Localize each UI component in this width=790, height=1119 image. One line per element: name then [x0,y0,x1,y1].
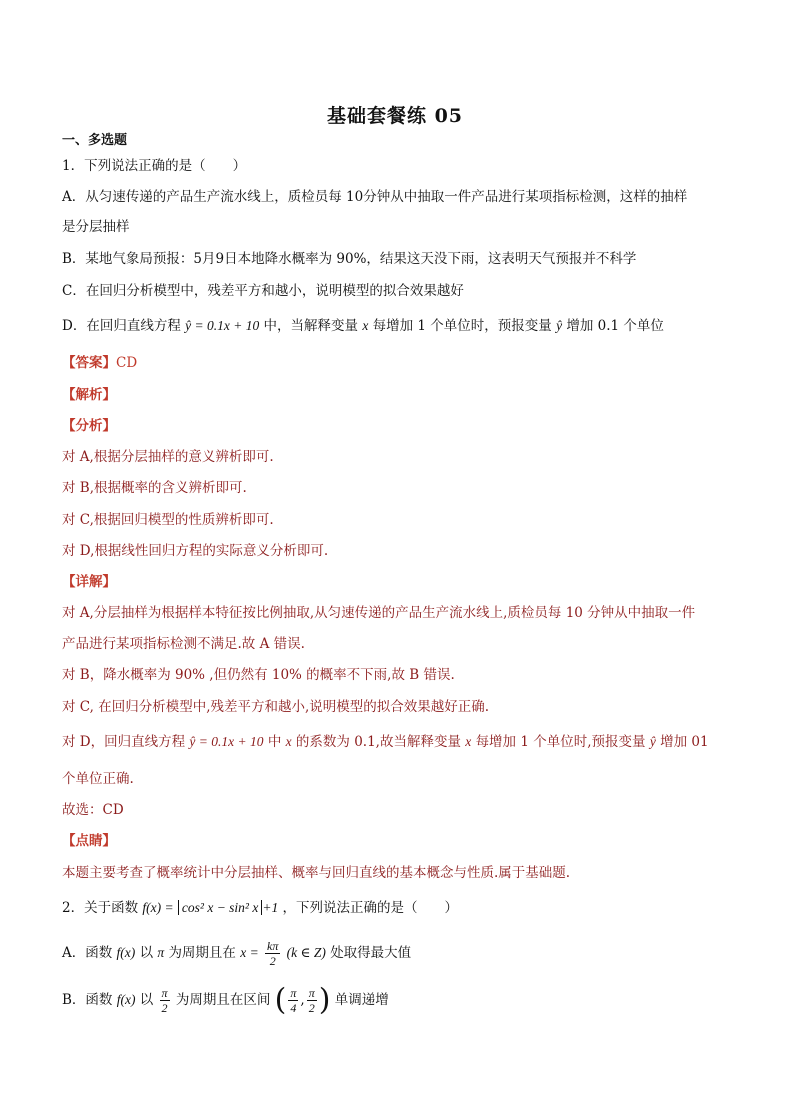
q1-d-mid1: 中，当解释变量 [263,318,359,334]
fenxi-line: 对 A,根据分层抽样的意义辨析即可. [62,449,274,465]
detail-d-mid3: 每增加 1 个单位时,预报变量 [475,734,646,750]
q2-stem [62,898,458,918]
q1-d-suffix: 增加 0.1 个单位 [566,318,664,334]
q2-abs-expression: cos² x − sin² x [178,900,262,915]
q2-prefix: 2．关于函数 [62,900,139,916]
fenxi-line: 对 C,根据回归模型的性质辨析即可. [62,512,274,528]
q2-b-period-numerator: π [161,986,168,1000]
q2-a-condition: (k ∈ Z) [286,945,326,960]
q1-d-prefix: D．在回归直线方程 [62,318,181,334]
q1-d-equation: ŷ = 0.1x + 10 [185,318,260,333]
q2-b-interval-end [307,986,317,1015]
detail-d-prefix: 对 D，回归直线方程 [62,734,186,750]
q2-a-mid1: 以 [139,945,154,961]
q2-a-mid2: 为周期且在 [168,945,236,961]
detail-a-line1: 对 A,分层抽样为根据样本特征按比例抽取,从匀速传递的产品生产流水线上,质检员每 10 分钟从中抽取一件 [62,605,696,621]
detail-d-var-x2: x [465,734,472,749]
q2-b-mid2: 为周期且在区间 [175,992,271,1008]
q2-b-right-paren: ) [318,982,331,1018]
q1-option-d [62,316,664,336]
q1-option-b: B．某地气象局预报：5月9日本地降水概率为 90%，结果这天没下雨，这表明天气预报并不科学 [62,251,637,267]
q2-b-period-fraction [160,986,170,1015]
detail-a-line2: 产品进行某项指标检测不满足.故 A 错误. [62,636,305,652]
detail-d-line2: 个单位正确. [62,771,134,787]
q2-b-interval-start [288,986,298,1015]
page-title: 基础套餐练 05 [326,105,464,127]
detail-d-mid2: 的系数为 0.1,故当解释变量 [295,734,461,750]
q2-b-start-denominator: 4 [290,1001,297,1015]
q2-a-suffix: 处取得最大值 [330,945,412,961]
q1-d-var-y: ŷ [556,318,563,333]
q2-plus-one: +1 [262,900,279,915]
q2-a-pi: π [157,945,165,960]
detail-d-equation: ŷ = 0.1x + 10 [189,734,264,749]
q2-option-b [62,982,389,1019]
detail-b: 对 B，降水概率为 90% ,但仍然有 10% 的概率不下雨,故 B 错误. [62,667,455,683]
q2-option-a [62,937,411,969]
q2-b-prefix: B．函数 [62,992,113,1008]
q2-b-comma: , [300,992,305,1008]
q2-a-fraction [265,939,280,968]
q2-suffix: ，下列说法正确的是（ ） [282,900,459,916]
answer-label: 【答案】 [62,355,116,371]
detail-label: 【详解】 [62,574,116,590]
q1-option-a-line2: 是分层抽样 [62,219,130,235]
q2-a-fx: f(x) [116,945,136,960]
q2-a-numerator: kπ [267,939,279,953]
q2-a-xeq: x = [240,945,259,960]
detail-c: 对 C, 在回归分析模型中,残差平方和越小,说明模型的拟合效果越好正确. [62,699,490,715]
fenxi-line: 对 D,根据线性回归方程的实际意义分析即可. [62,543,329,559]
q1-d-mid2: 每增加 1 个单位时，预报变量 [372,318,552,334]
q2-b-left-paren: ( [274,982,287,1018]
q1-option-a-line1: A．从匀速传递的产品生产流水线上，质检员每 10分钟从中抽取一件产品进行某项指标检测，这样的抽样 [62,189,688,205]
dianjing-label: 【点睛】 [62,833,116,849]
q2-b-mid1: 以 [139,992,154,1008]
q2-b-suffix: 单调递增 [334,992,389,1008]
detail-d [62,732,709,752]
q1-option-c: C．在回归分析模型中，残差平方和越小，说明模型的拟合效果越好 [62,283,464,299]
q2-b-start-numerator: π [290,986,297,1000]
answer-line [62,353,137,373]
detail-choose: 故选：CD [62,802,124,818]
detail-d-suffix: 增加 01 [660,734,709,750]
q1-stem: 1．下列说法正确的是（ ） [62,158,247,174]
q2-fx: f(x) = [142,900,174,915]
q2-a-denominator: 2 [269,954,276,968]
detail-d-mid1: 中 [267,734,282,750]
q2-a-prefix: A．函数 [62,945,113,961]
detail-d-var-x: x [285,734,292,749]
q1-d-var-x: x [362,318,369,333]
q2-b-end-numerator: π [308,986,315,1000]
detail-d-var-y: ŷ [649,734,656,749]
q2-b-end-denominator: 2 [308,1001,315,1015]
q2-b-period-denominator: 2 [161,1001,168,1015]
dianjing-text: 本题主要考查了概率统计中分层抽样、概率与回归直线的基本概念与性质.属于基础题. [62,865,571,881]
q2-b-fx: f(x) [116,992,136,1007]
analysis-label: 【解析】 [62,387,116,403]
fenxi-label: 【分析】 [62,418,116,434]
section-heading: 一、多选题 [62,133,128,148]
answer-value: CD [116,355,138,371]
fenxi-line: 对 B,根据概率的含义辨析即可. [62,480,247,496]
